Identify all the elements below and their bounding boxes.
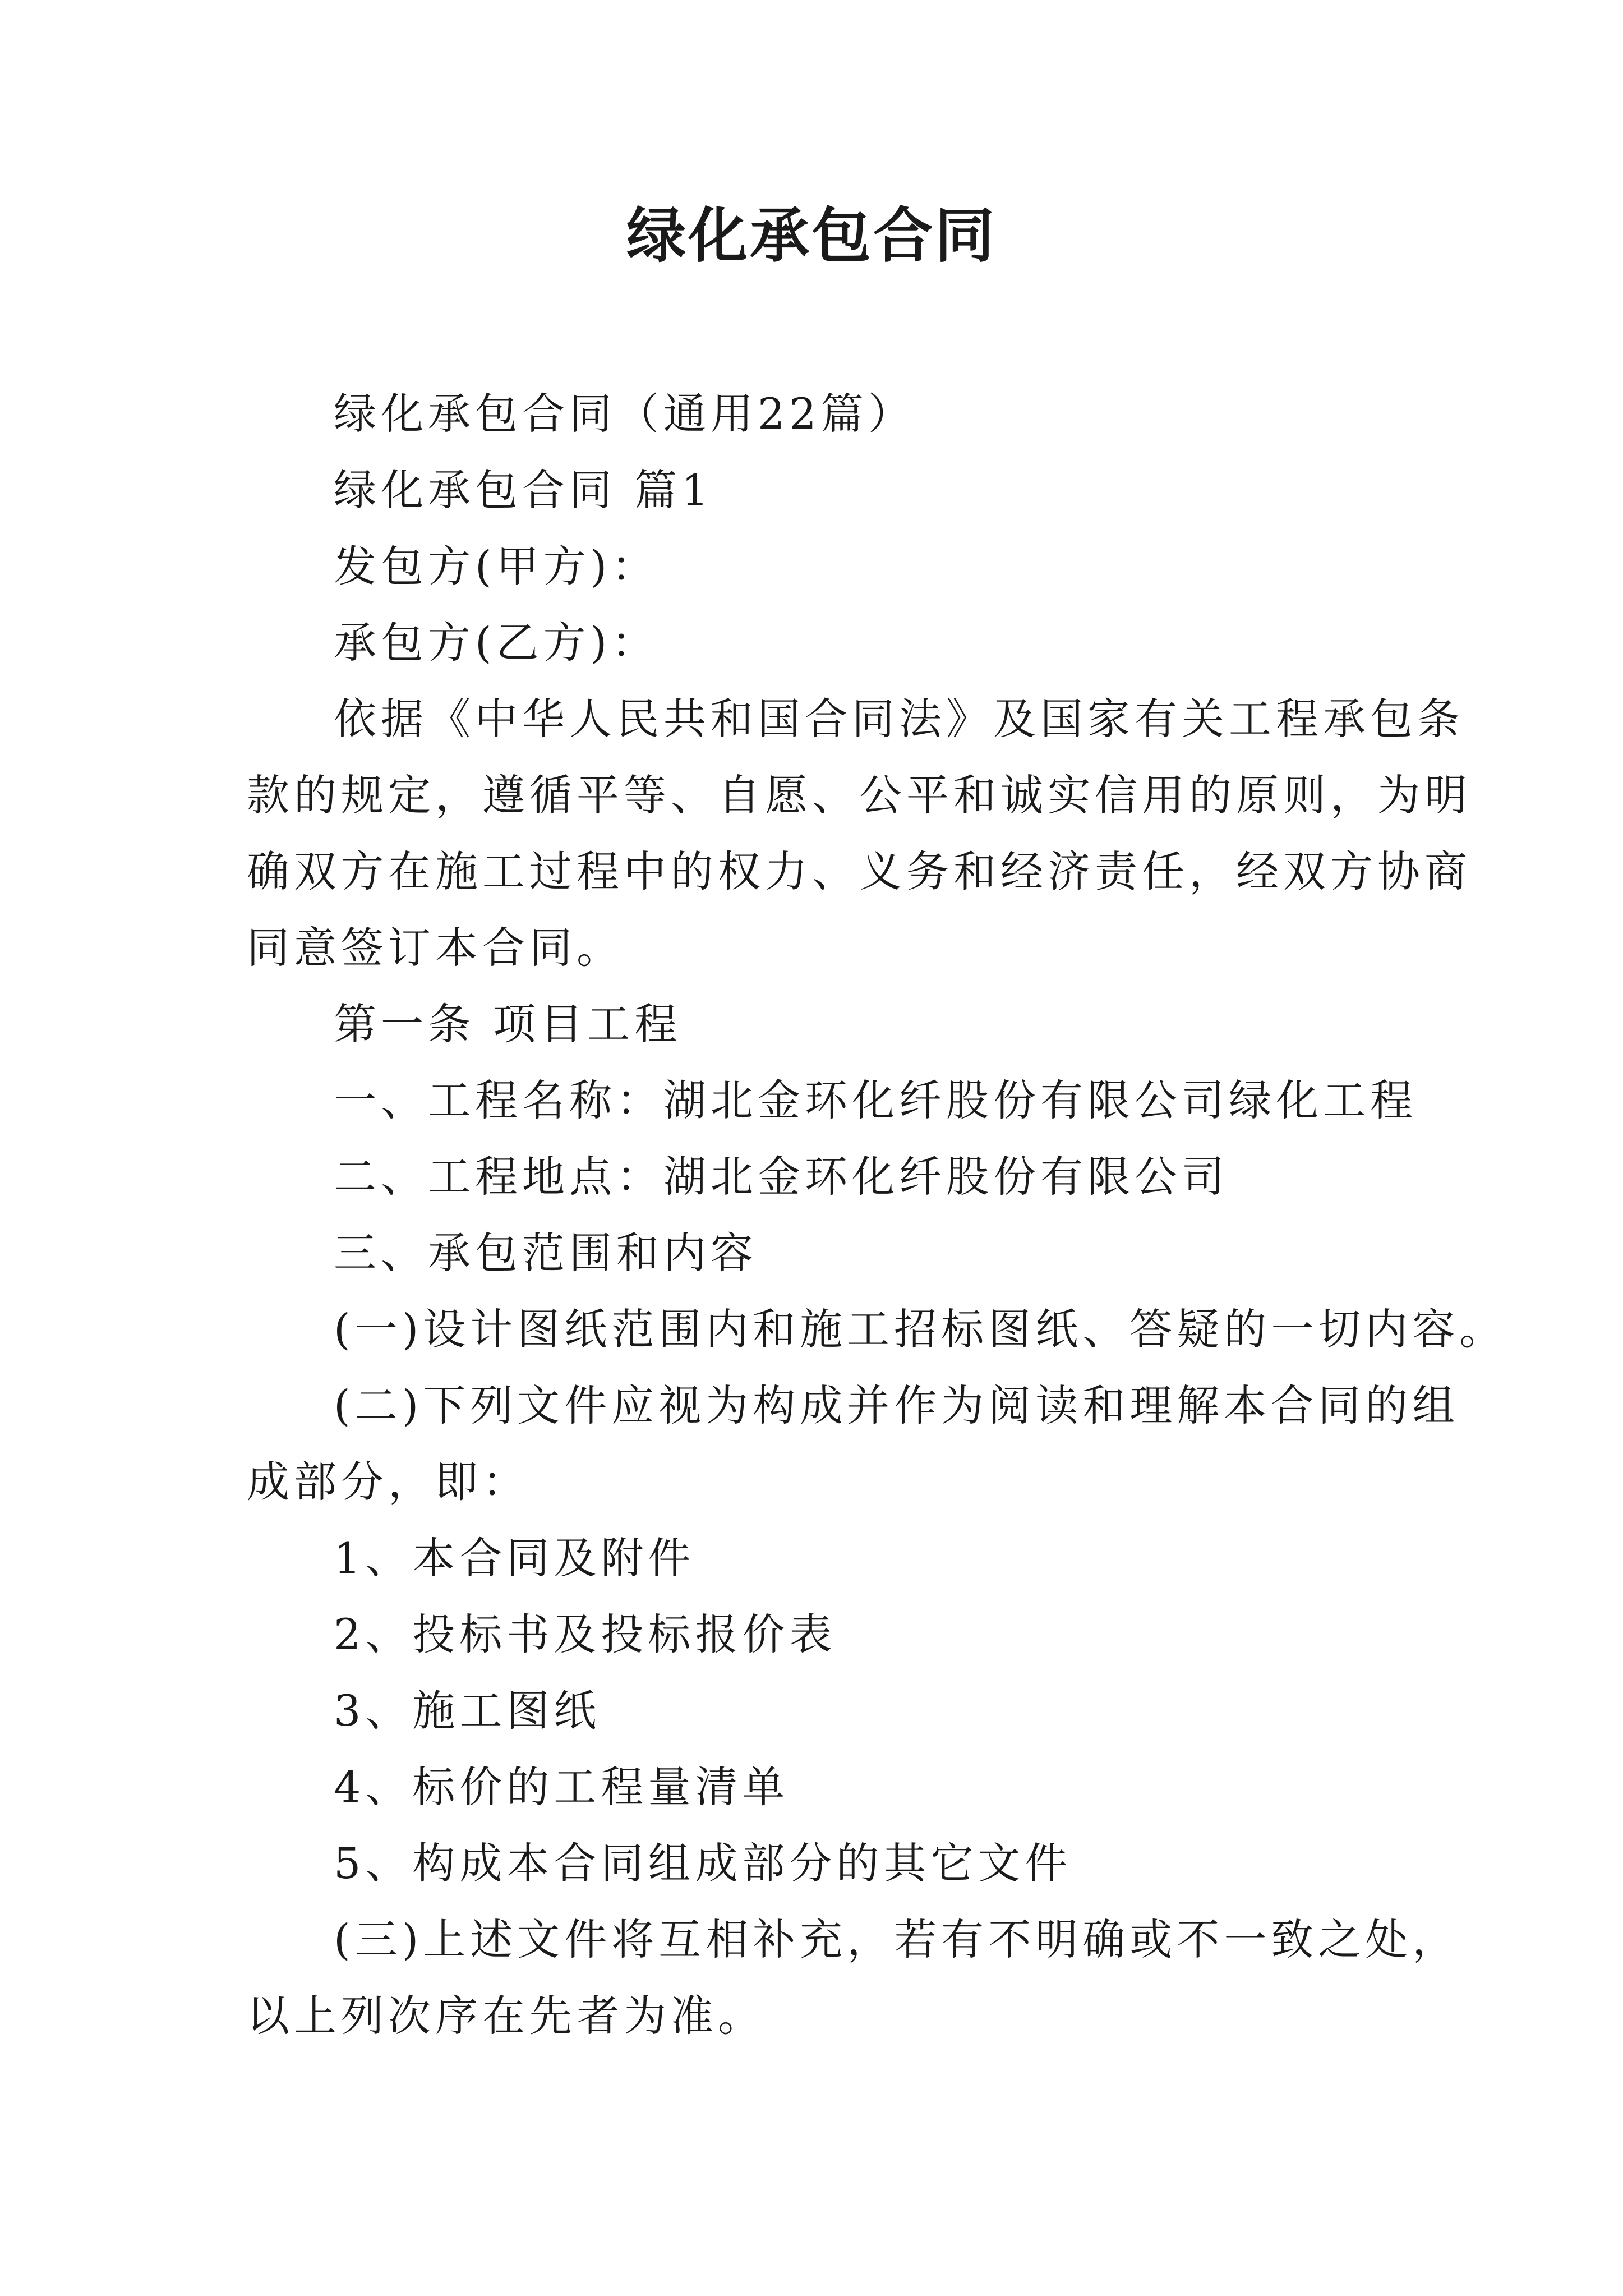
text-line: 款的规定，遵循平等、自愿、公平和诚实信用的原则，为明 — [247, 770, 1472, 820]
text-line: 依据《中华人民共和国合同法》及国家有关工程承包条 — [334, 694, 1464, 744]
text-line: 第一条 项目工程 — [334, 999, 682, 1049]
text-line: 确双方在施工过程中的权力、义务和经济责任，经双方协商 — [247, 846, 1472, 896]
text-line: 一、工程名称：湖北金环化纤股份有限公司绿化工程 — [334, 1075, 1417, 1125]
text-line: (二)下列文件应视为构成并作为阅读和理解本合同的组 — [334, 1381, 1460, 1430]
text-line: 绿化承包合同（通用22篇） — [334, 389, 915, 439]
text-line: 同意签订本合同。 — [247, 923, 624, 973]
text-line: 发包方(甲方)： — [334, 541, 659, 591]
text-line: (三)上述文件将互相补充，若有不明确或不一致之处， — [334, 1915, 1460, 1964]
text-line: 1、本合同及附件 — [334, 1533, 695, 1583]
text-line: 三、承包范围和内容 — [334, 1228, 758, 1278]
text-line: 绿化承包合同 篇1 — [334, 465, 713, 515]
text-line: 4、标价的工程量清单 — [334, 1762, 790, 1812]
text-line: 二、工程地点：湖北金环化纤股份有限公司 — [334, 1152, 1229, 1202]
text-line: (一)设计图纸范围内和施工招标图纸、答疑的一切内容。 — [334, 1304, 1507, 1354]
document-body — [247, 376, 1507, 2054]
text-line: 承包方(乙方)： — [334, 618, 659, 668]
text-line: 2、投标书及投标报价表 — [334, 1609, 837, 1659]
text-line: 成部分，即： — [247, 1457, 529, 1507]
text-line: 以上列次序在先者为准。 — [247, 1991, 765, 2041]
text-line: 3、施工图纸 — [334, 1686, 601, 1736]
text-line: 5、构成本合同组成部分的其它文件 — [334, 1838, 1072, 1888]
document-title: 绿化承包合同 — [626, 200, 997, 270]
